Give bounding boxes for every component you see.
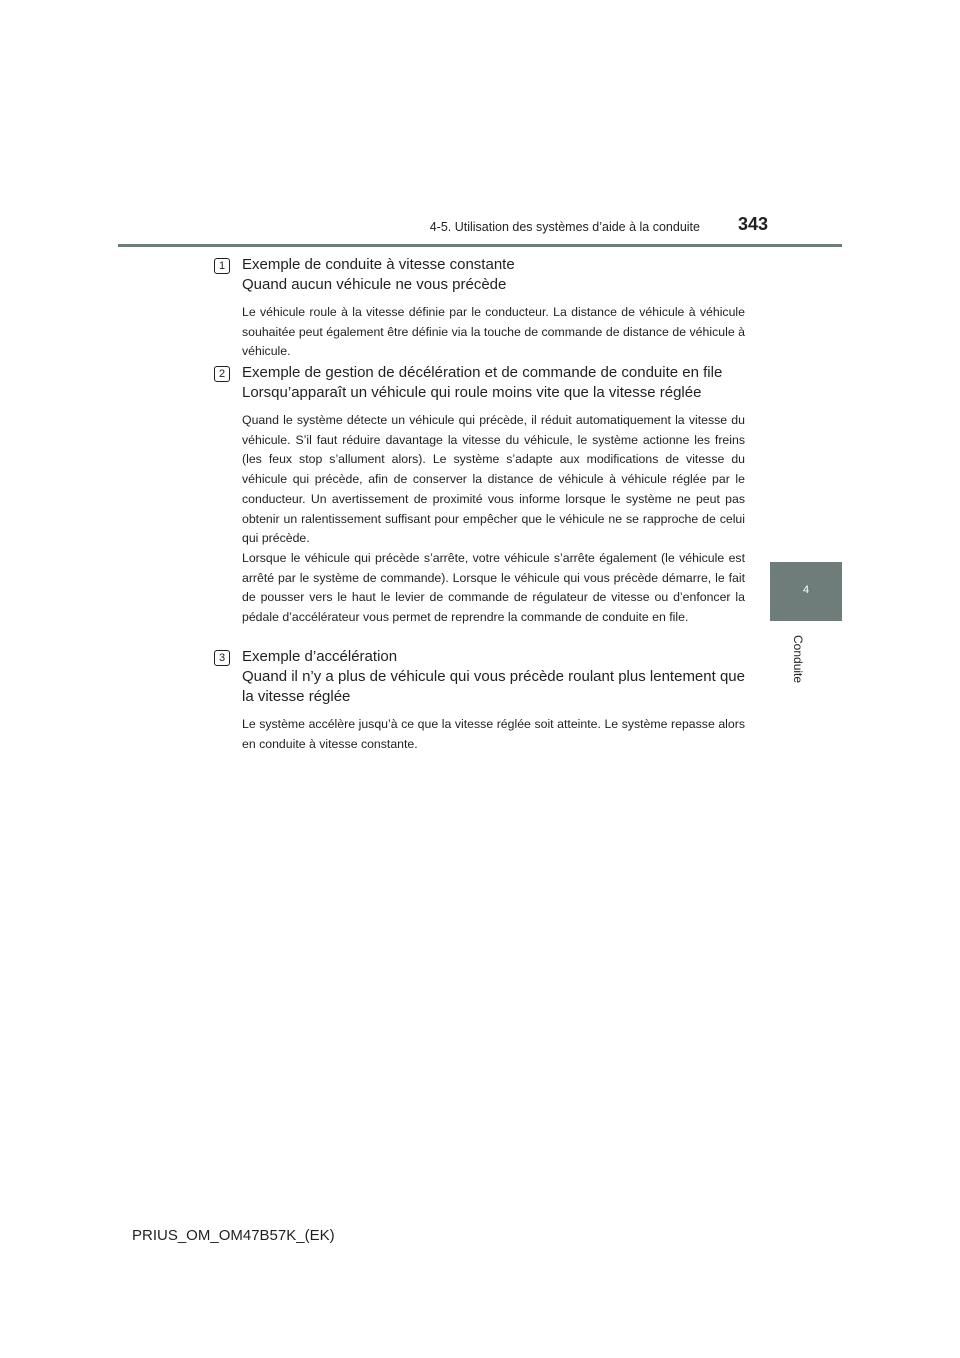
chapter-label: Conduite: [791, 635, 805, 684]
example-item-2: [214, 363, 745, 628]
section-title: 4-5. Utilisation des systèmes d’aide à la conduite: [429, 220, 700, 234]
item-subtitle: Quand aucun véhicule ne vous précède: [242, 276, 507, 293]
body-paragraph: Lorsque le véhicule qui précède s’arrête, votre véhicule s’arrête également (le véhicule est arrêté par le système de commande). Lorsque le véhicule qui vous précède démarre, le fait de pousser vers le haut le levier de commande de régulateur de vitesse ou d’enfoncer la pédale d’accélérateur vous permet de reprendre la commande de conduite en file.: [242, 550, 745, 625]
page-number: 343: [738, 214, 769, 234]
item-subtitle: Quand il n’y a plus de véhicule qui vous précède roulant plus lentement que la vitesse réglée: [242, 668, 745, 705]
item-subtitle: Lorsqu’apparaît un véhicule qui roule moins vite que la vitesse réglée: [242, 384, 702, 401]
item-body: [242, 715, 745, 754]
chapter-label-container: [773, 635, 833, 695]
example-item-1: [214, 255, 745, 362]
body-paragraph: Quand le système détecte un véhicule qui précède, il réduit automatiquement la vitesse du véhicule. S’il faut réduire davantage la vitesse du véhicule, le système actionne les freins (les feux stop s’allument alors). Le système s’adapte aux modifications de vitesse du véhicule qui précède, afin de conserver la distance de véhicule à véhicule réglée par le conducteur. Un avertissement de proximité vous informe lorsque le système ne peut pas obtenir un ralentissement suffisant pour empêcher que le véhicule ne se rapproche de celui qui précède.: [242, 413, 745, 546]
body-paragraph: Le système accélère jusqu’à ce que la vitesse réglée soit atteinte. Le système repasse alors en conduite à vitesse constante.: [242, 717, 745, 751]
document-code: PRIUS_OM_OM47B57K_(EK): [132, 1227, 335, 1244]
item-body: [242, 303, 745, 362]
step-badge: 2: [214, 366, 230, 382]
step-badge: 3: [214, 650, 230, 666]
chapter-number: 4: [802, 584, 810, 596]
step-badge: 1: [214, 258, 230, 274]
chapter-tab: [770, 562, 842, 621]
example-item-3: [214, 647, 745, 754]
body-paragraph: Le véhicule roule à la vitesse définie par le conducteur. La distance de véhicule à véhicule souhaitée peut également être définie via la touche de commande de distance de véhicule à véhicule.: [242, 305, 745, 359]
header-divider: [118, 244, 842, 247]
item-title: Exemple de conduite à vitesse constante: [242, 256, 515, 273]
item-title: Exemple d’accélération: [242, 648, 398, 665]
item-title: Exemple de gestion de décélération et de commande de conduite en file: [242, 364, 723, 381]
item-body: [242, 411, 745, 628]
